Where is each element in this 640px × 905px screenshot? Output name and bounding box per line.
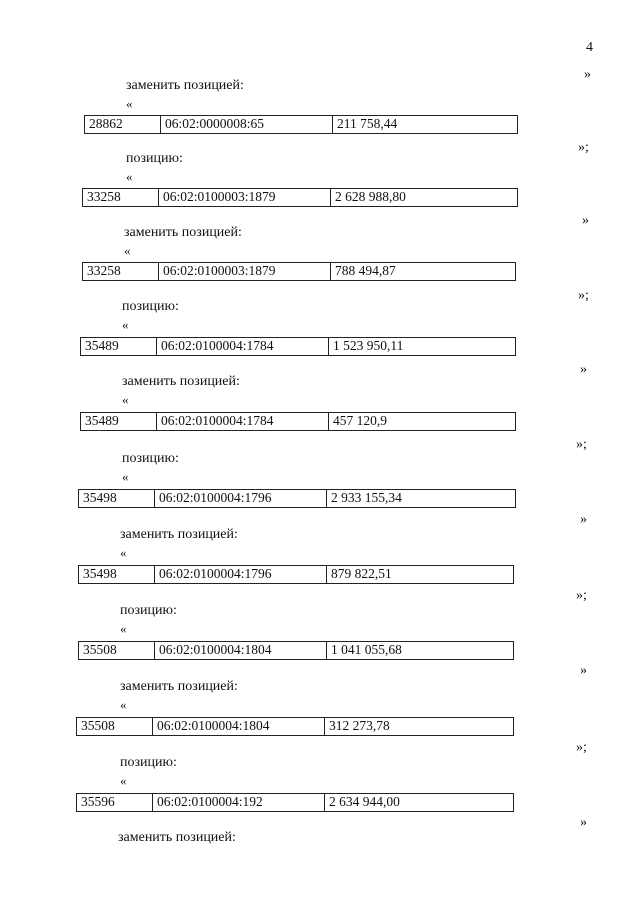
opening-quote: « [122,392,129,407]
opening-quote: « [120,621,127,636]
closing-quote: » [580,362,587,377]
registry-number: 33258 [83,189,159,206]
opening-quote: « [120,697,127,712]
cadastral-value: 1 041 055,68 [331,642,402,657]
registry-number: 33258 [83,263,159,280]
cadastral-value: 211 758,44 [337,116,398,131]
instruction-label: заменить позицией: [120,527,238,542]
instruction-label: позицию: [120,603,177,618]
table-row [76,717,514,736]
page-number: 4 [586,40,593,55]
opening-quote: « [124,243,131,258]
instruction-label: позицию: [120,755,177,770]
table-row [82,188,518,207]
registry-number: 35508 [79,642,155,659]
closing-quote: »; [576,588,587,603]
cadastral-number: 06:02:0100004:192 [153,794,325,811]
registry-number: 35498 [79,490,155,507]
closing-quote: » [582,213,589,228]
registry-number: 35498 [79,566,155,583]
closing-quote: »; [578,140,589,155]
closing-quote: »; [578,288,589,303]
registry-number: 35489 [81,338,157,355]
table-row [82,262,516,281]
cadastral-value: 2 628 988,80 [335,189,406,204]
cadastral-number: 06:02:0100003:1879 [159,263,331,280]
closing-quote: » [580,512,587,527]
registry-number: 28862 [85,116,161,133]
cadastral-number: 06:02:0100003:1879 [159,189,331,206]
closing-quote: »; [576,740,587,755]
table-row [78,641,514,660]
opening-quote: « [120,773,127,788]
instruction-label: заменить позицией: [124,225,242,240]
opening-quote: « [126,169,133,184]
cadastral-number: 06:02:0100004:1784 [157,413,329,430]
cadastral-value: 312 273,78 [329,718,390,733]
cadastral-value: 879 822,51 [331,566,392,581]
instruction-label: позицию: [126,151,183,166]
opening-quote: « [122,469,129,484]
registry-number: 35489 [81,413,157,430]
cadastral-value: 788 494,87 [335,263,396,278]
opening-quote: « [126,96,133,111]
cadastral-number: 06:02:0100004:1796 [155,566,327,583]
table-row [78,565,514,584]
closing-quote: » [584,67,591,82]
closing-quote: »; [576,437,587,452]
cadastral-number: 06:02:0100004:1784 [157,338,329,355]
opening-quote: « [120,545,127,560]
cadastral-value: 1 523 950,11 [333,338,404,353]
registry-number: 35508 [77,718,153,735]
table-row [84,115,518,134]
registry-number: 35596 [77,794,153,811]
cadastral-value: 457 120,9 [333,413,387,428]
instruction-label: заменить позицией: [122,374,240,389]
closing-quote: » [580,815,587,830]
cadastral-number: 06:02:0100004:1804 [155,642,327,659]
table-row [76,793,514,812]
instruction-label: заменить позицией: [120,679,238,694]
table-row [78,489,516,508]
cadastral-number: 06:02:0100004:1804 [153,718,325,735]
table-row [80,337,516,356]
closing-quote: » [580,663,587,678]
cadastral-number: 06:02:0000008:65 [161,116,333,133]
cadastral-value: 2 933 155,34 [331,490,402,505]
instruction-label: позицию: [122,451,179,466]
opening-quote: « [122,317,129,332]
table-row [80,412,516,431]
cadastral-value: 2 634 944,00 [329,794,400,809]
cadastral-number: 06:02:0100004:1796 [155,490,327,507]
instruction-label: позицию: [122,299,179,314]
instruction-label: заменить позицией: [118,830,236,845]
instruction-label: заменить позицией: [126,78,244,93]
